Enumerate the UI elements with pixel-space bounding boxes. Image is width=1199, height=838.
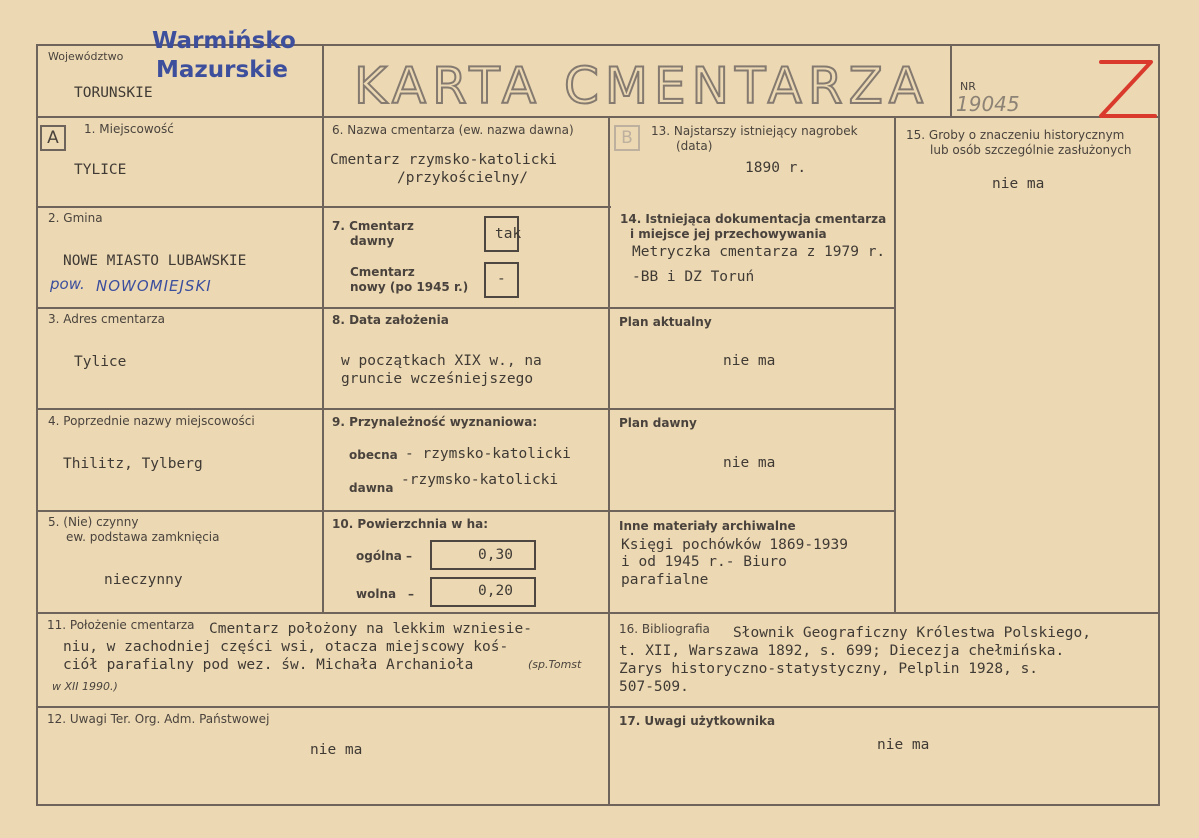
nr-label: NR: [960, 80, 976, 93]
field-6-label: 6. Nazwa cmentarza (ew. nazwa dawna): [332, 123, 574, 137]
divider: [894, 116, 896, 612]
field-4-label: 4. Poprzednie nazwy miejscowości: [48, 414, 255, 428]
inne-materialy-line-2: i od 1945 r.- Biuro: [621, 554, 787, 570]
section-a-box: A: [40, 125, 66, 151]
field-9-label: 9. Przynależność wyznaniowa:: [332, 415, 538, 429]
field-16-label: 16. Bibliografia: [619, 622, 710, 636]
field-7-nowy-value: -: [497, 271, 506, 287]
field-13-label-2: (data): [676, 139, 713, 153]
wojewodztwo-label: Województwo: [48, 50, 124, 63]
red-letter-z-mark: [1093, 54, 1159, 124]
field-16-line-1: Słownik Geograficzny Królestwa Polskiego,: [733, 625, 1091, 641]
field-11-hand-1: (sp.Tomst: [528, 658, 582, 671]
field-10-ogolna-value: 0,30: [478, 547, 513, 563]
divider: [608, 116, 610, 806]
field-11-line-3: ciół parafialny pod wez. św. Michała Archanioła: [63, 657, 474, 673]
field-8-label: 8. Data założenia: [332, 313, 449, 327]
card-title: KARTA CMENTARZA: [354, 57, 930, 115]
field-13-value: 1890 r.: [745, 160, 807, 176]
field-14-label-2: i miejsce jej przechowywania: [630, 227, 827, 241]
field-15-label-2: lub osób szczególnie zasłużonych: [930, 143, 1132, 157]
region-stamp-line2: Mazurskie: [156, 57, 288, 83]
nr-value: 19045: [956, 92, 1020, 116]
field-2-value: NOWE MIASTO LUBAWSKIE: [63, 253, 247, 269]
field-5-label-2: ew. podstawa zamknięcia: [66, 530, 220, 544]
field-11-label: 11. Położenie cmentarza: [47, 618, 195, 632]
region-stamp-line1: Warmińsko: [152, 28, 296, 54]
field-10-ogolna-label: ogólna: [356, 549, 402, 563]
field-16-line-3: Zarys historyczno-statystyczny, Pelplin 1928, s.: [619, 661, 1039, 677]
field-12-label: 12. Uwagi Ter. Org. Adm. Państwowej: [47, 712, 270, 726]
field-1-label: 1. Miejscowość: [84, 122, 174, 136]
section-b-box: B: [614, 125, 640, 151]
field-12-value: nie ma: [310, 742, 363, 758]
field-4-value: Thilitz, Tylberg: [63, 456, 203, 472]
field-7-dawny-value: tak: [495, 226, 522, 242]
field-9-dawna-label: dawna: [349, 481, 394, 495]
field-7-label-2a: Cmentarz: [350, 265, 415, 279]
field-16-line-2: t. XII, Warszawa 1892, s. 699; Diecezja chełmińska.: [619, 643, 1065, 659]
wojewodztwo-value: TORUNSKIE: [74, 85, 153, 101]
field-17-value: nie ma: [877, 737, 930, 753]
field-7-label-1b: dawny: [350, 234, 395, 248]
field-16-line-4: 507-509.: [619, 679, 689, 695]
plan-dawny-value: nie ma: [723, 455, 776, 471]
field-5-label-1: 5. (Nie) czynny: [48, 515, 139, 529]
divider: [322, 44, 324, 612]
field-9-dawna-value: -rzymsko-katolicki: [401, 472, 559, 488]
divider: [36, 116, 1160, 118]
field-2-hand-prefix: pow.: [50, 275, 85, 293]
divider: [36, 706, 1160, 708]
divider: [36, 612, 1160, 614]
field-10-ogolna-dash: –: [406, 549, 412, 563]
divider: [36, 408, 896, 410]
inne-materialy-line-3: parafialne: [621, 572, 709, 588]
inne-materialy-label: Inne materiały archiwalne: [619, 519, 796, 533]
field-15-value: nie ma: [992, 176, 1045, 192]
field-7-label-1a: 7. Cmentarz: [332, 219, 414, 233]
field-3-label: 3. Adres cmentarza: [48, 312, 165, 326]
field-3-value: Tylice: [74, 354, 127, 370]
field-9-obecna-value: - rzymsko-katolicki: [405, 446, 571, 462]
plan-dawny-label: Plan dawny: [619, 416, 697, 430]
divider: [36, 307, 896, 309]
field-1-value: TYLICE: [74, 162, 127, 178]
field-14-label-1: 14. Istniejąca dokumentacja cmentarza: [620, 212, 887, 226]
divider: [950, 44, 952, 116]
field-2-label: 2. Gmina: [48, 211, 103, 225]
field-11-line-2: niu, w zachodniej części wsi, otacza miejscowy koś-: [63, 639, 509, 655]
field-10-wolna-dash: –: [408, 587, 414, 601]
inne-materialy-line-1: Księgi pochówków 1869-1939: [621, 537, 848, 553]
field-7-label-2b: nowy (po 1945 r.): [350, 280, 469, 294]
field-13-label-1: 13. Najstarszy istniejący nagrobek: [651, 124, 858, 138]
divider: [36, 510, 896, 512]
field-9-obecna-label: obecna: [349, 448, 398, 462]
plan-aktualny-label: Plan aktualny: [619, 315, 712, 329]
field-15-label-1: 15. Groby o znaczeniu historycznym: [906, 128, 1125, 142]
field-14-line-2: -BB i DZ Toruń: [632, 269, 755, 285]
field-2-hand-value: NOWOMIEJSKI: [96, 277, 212, 295]
field-10-wolna-label: wolna: [356, 587, 397, 601]
field-5-value: nieczynny: [104, 572, 183, 588]
field-6-line-2: /przykościelny/: [397, 170, 528, 186]
field-11-hand-2: w XII 1990.): [52, 680, 118, 693]
field-6-line-1: Cmentarz rzymsko-katolicki: [330, 152, 557, 168]
field-14-line-1: Metryczka cmentarza z 1979 r.: [632, 244, 886, 260]
plan-aktualny-value: nie ma: [723, 353, 776, 369]
field-10-wolna-value: 0,20: [478, 583, 513, 599]
field-8-line-2: gruncie wcześniejszego: [341, 371, 534, 387]
field-11-line-1: Cmentarz położony na lekkim wzniesie-: [209, 621, 533, 637]
field-8-line-1: w początkach XIX w., na: [341, 353, 542, 369]
field-17-label: 17. Uwagi użytkownika: [619, 714, 776, 728]
field-10-label: 10. Powierzchnia w ha:: [332, 517, 489, 531]
